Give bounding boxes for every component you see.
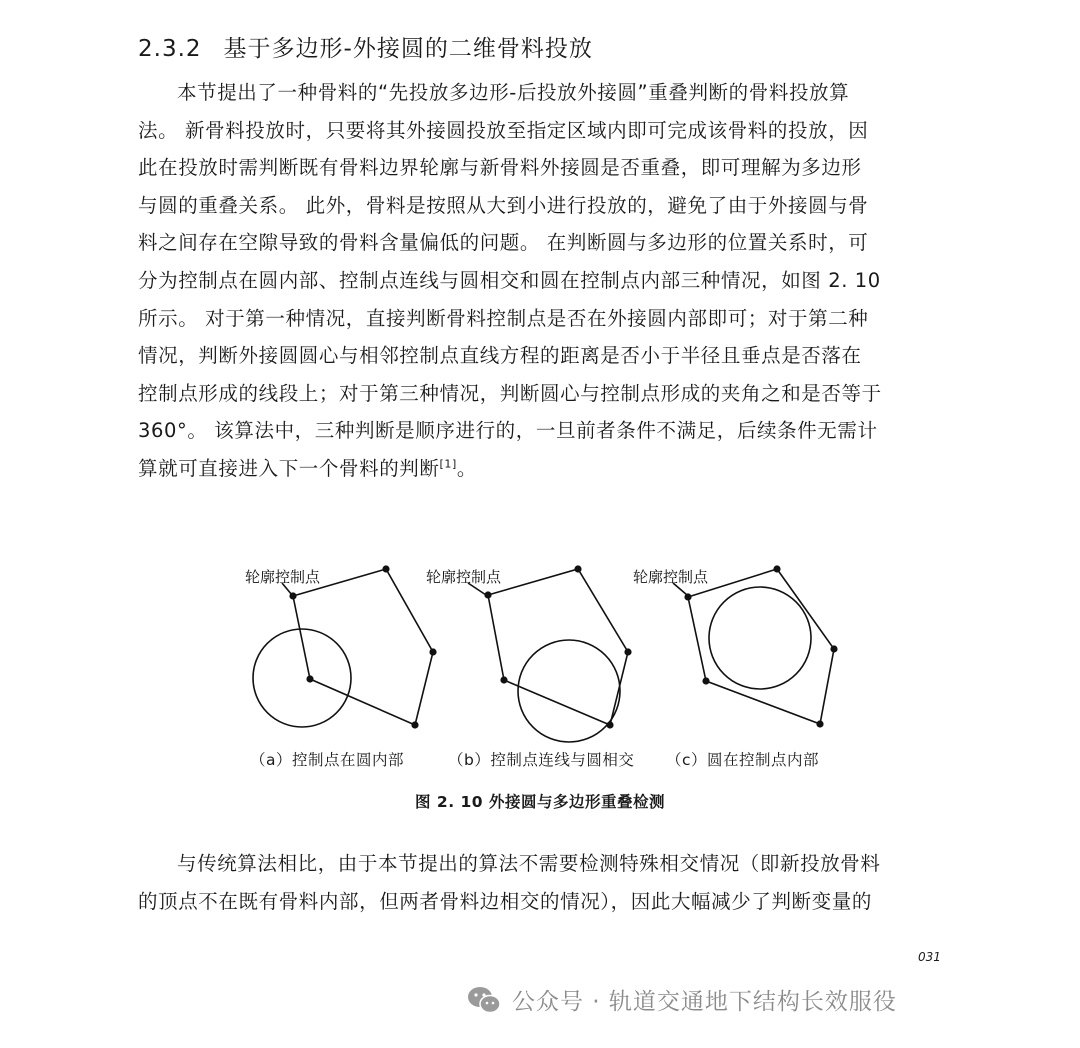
page-number: 031 <box>918 950 941 964</box>
para1-line: 分为控制点在圆内部、控制点连线与圆相交和圆在控制点内部三种情况，如图 2. 10 <box>138 268 881 292</box>
section-number: 2.3.2 <box>138 36 202 62</box>
citation[interactable]: [1] <box>439 457 457 471</box>
wechat-icon <box>466 985 502 1015</box>
polygon-a <box>293 569 433 725</box>
paragraph-2 <box>138 845 944 920</box>
para1-line: 料之间存在空隙导致的骨料含量偏低的问题。 在判断圆与多边形的位置关系时，可 <box>138 231 869 255</box>
para2-line: 的顶点不在既有骨料内部，但两者骨料边相交的情况），因此大幅减少了判断变量的 <box>138 889 872 913</box>
circle-b <box>518 640 620 742</box>
label-c: 轮廓控制点 <box>633 568 709 586</box>
polygon-b <box>488 569 628 725</box>
para1-line: 本节提出了一种骨料的“先投放多边形-后投放外接圆”重叠判断的骨料投放算 <box>177 81 850 104</box>
caption-a: （a）控制点在圆内部 <box>250 751 404 769</box>
caption-c: （c）圆在控制点内部 <box>666 751 820 769</box>
para1-line: 所示。 对于第一种情况，直接判断骨料控制点是否在外接圆内部即可；对于第二种 <box>138 306 869 330</box>
watermark-text: 公众号 · 轨道交通地下结构长效服役 <box>512 989 897 1015</box>
para1-last-line <box>138 450 944 488</box>
para1-line: 控制点形成的线段上；对于第三种情况，判断圆心与控制点形成的夹角之和是否等于 <box>138 381 882 405</box>
label-a: 轮廓控制点 <box>245 568 321 586</box>
figure-title: 图 2. 10 外接圆与多边形重叠检测 <box>415 793 665 811</box>
watermark <box>512 983 897 1016</box>
caption-b: （b）控制点连线与圆相交 <box>448 751 635 769</box>
para1-line: 360°。 该算法中，三种判断是顺序进行的，一旦前者条件不满足，后续条件无需计 <box>138 419 878 443</box>
section-title: 基于多边形-外接圆的二维骨料投放 <box>223 36 593 62</box>
label-b: 轮廓控制点 <box>426 568 502 586</box>
para1-line: 法。 新骨料投放时，只要将其外接圆投放至指定区域内即可完成该骨料的投放，因 <box>138 118 869 142</box>
para1-last-text: 算就可直接进入下一个骨料的判断 <box>138 456 440 480</box>
para1-line: 此在投放时需判断既有骨料边界轮廓与新骨料外接圆是否重叠，即可理解为多边形 <box>138 156 862 180</box>
paragraph-1 <box>138 74 944 488</box>
para1-end-mark: 。 <box>456 456 478 480</box>
control-points-c <box>684 565 837 727</box>
para2-line: 与传统算法相比，由于本节提出的算法不需要检测特殊相交情况（即新投放骨料 <box>177 852 881 875</box>
circle-c <box>709 587 811 689</box>
para1-line: 情况，判断外接圆圆心与相邻控制点直线方程的距离是否小于半径且垂点是否落在 <box>138 344 862 368</box>
para1-line: 与圆的重叠关系。 此外，骨料是按照从大到小进行投放的，避免了由于外接圆与骨 <box>138 193 869 217</box>
section-heading <box>138 30 593 63</box>
